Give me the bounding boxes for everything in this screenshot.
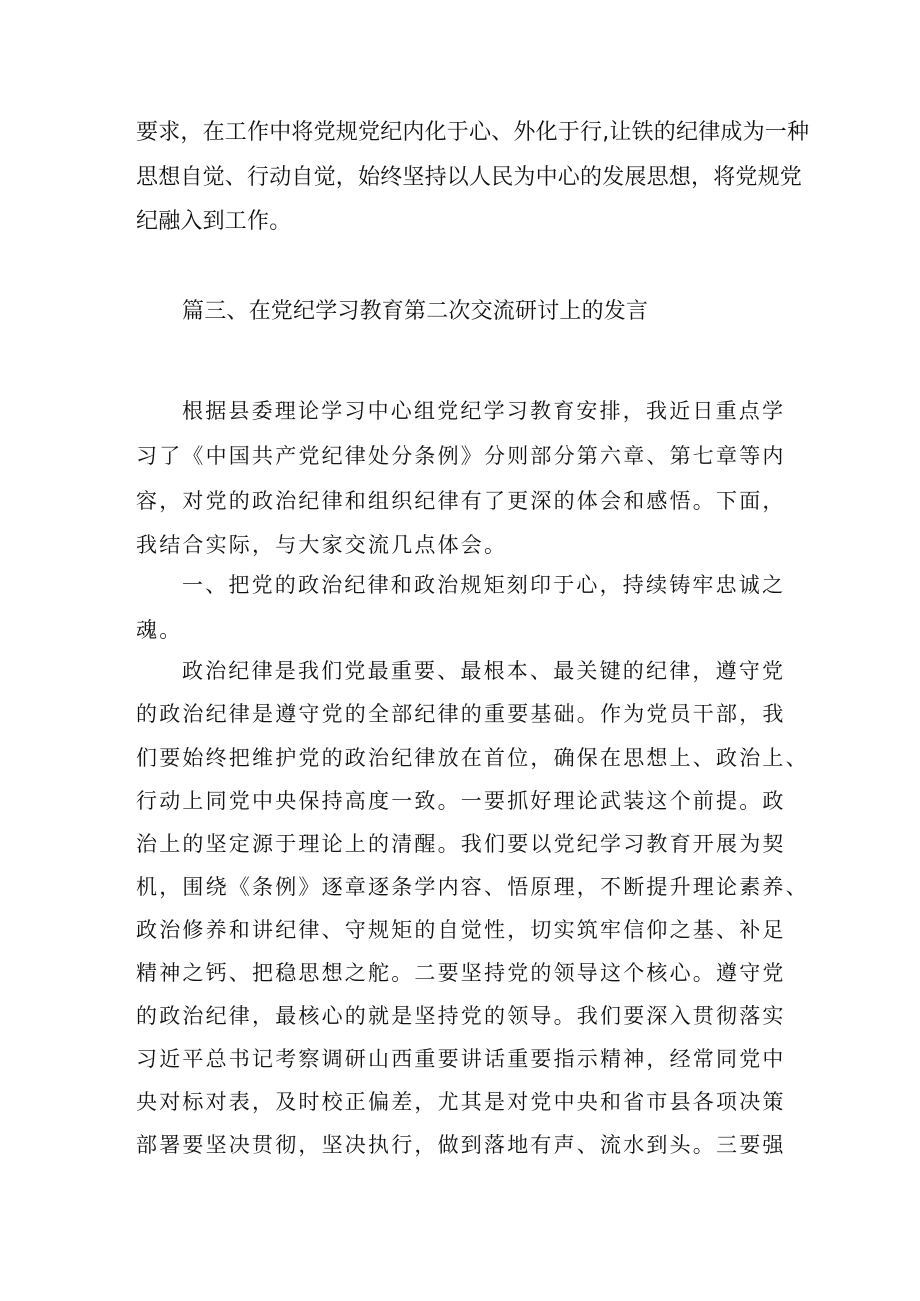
paragraph-2-line-4: 行动上同党中央保持高度一致。一要抓好理论武装这个前提。政 — [136, 789, 786, 813]
paragraph-1-line-3: 容，对党的政治纪律和组织纪律有了更深的体会和感悟。下面， — [136, 489, 786, 513]
intro-line-1: 要求，在工作中将党规党纪内化于心、外化于行,让铁的纪律成为一种 — [136, 120, 810, 145]
section-heading: 篇三、在党纪学习教育第二次交流研讨上的发言 — [182, 299, 649, 324]
paragraph-2-line-8: 精神之钙、把稳思想之舵。二要坚持党的领导这个核心。遵守党 — [136, 961, 786, 985]
intro-line-3: 纪融入到工作。 — [136, 209, 292, 234]
paragraph-1-line-4: 我结合实际，与大家交流几点体会。 — [136, 533, 508, 557]
paragraph-2-line-6: 机，围绕《条例》逐章逐条学内容、悟原理，不断提升理论素养、 — [136, 875, 809, 899]
paragraph-2-line-7: 政治修养和讲纪律、守规矩的自觉性，切实筑牢信仰之基、补足 — [136, 918, 786, 942]
point-1-line-2: 魂。 — [136, 618, 183, 642]
paragraph-2-line-2: 的政治纪律是遵守党的全部纪律的重要基础。作为党员干部，我 — [136, 702, 786, 726]
paragraph-2-line-12: 部署要坚决贯彻，坚决执行，做到落地有声、流水到头。三要强 — [136, 1133, 786, 1157]
intro-line-2: 思想自觉、行动自觉，始终坚持以人民为中心的发展思想，将党规党 — [136, 165, 803, 190]
paragraph-2-line-1: 政治纪律是我们党最重要、最根本、最关键的纪律，遵守党 — [182, 659, 786, 683]
paragraph-2-line-10: 习近平总书记考察调研山西重要讲话重要指示精神，经常同党中 — [136, 1047, 786, 1071]
point-1-line-1: 一、把党的政治纪律和政治规矩刻印于心，持续铸牢忠诚之 — [182, 573, 786, 597]
paragraph-1-line-1: 根据县委理论学习中心组党纪学习教育安排，我近日重点学 — [182, 399, 786, 423]
paragraph-2-line-5: 治上的坚定源于理论上的清醒。我们要以党纪学习教育开展为契 — [136, 832, 786, 856]
paragraph-2-line-9: 的政治纪律，最核心的就是坚持党的领导。我们要深入贯彻落实 — [136, 1004, 786, 1028]
paragraph-2-line-3: 们要始终把维护党的政治纪律放在首位，确保在思想上、政治上、 — [136, 746, 809, 770]
paragraph-1-line-2: 习了《中国共产党纪律处分条例》分则部分第六章、第七章等内 — [136, 444, 786, 468]
paragraph-2-line-11: 央对标对表，及时校正偏差，尤其是对党中央和省市县各项决策 — [136, 1090, 786, 1114]
